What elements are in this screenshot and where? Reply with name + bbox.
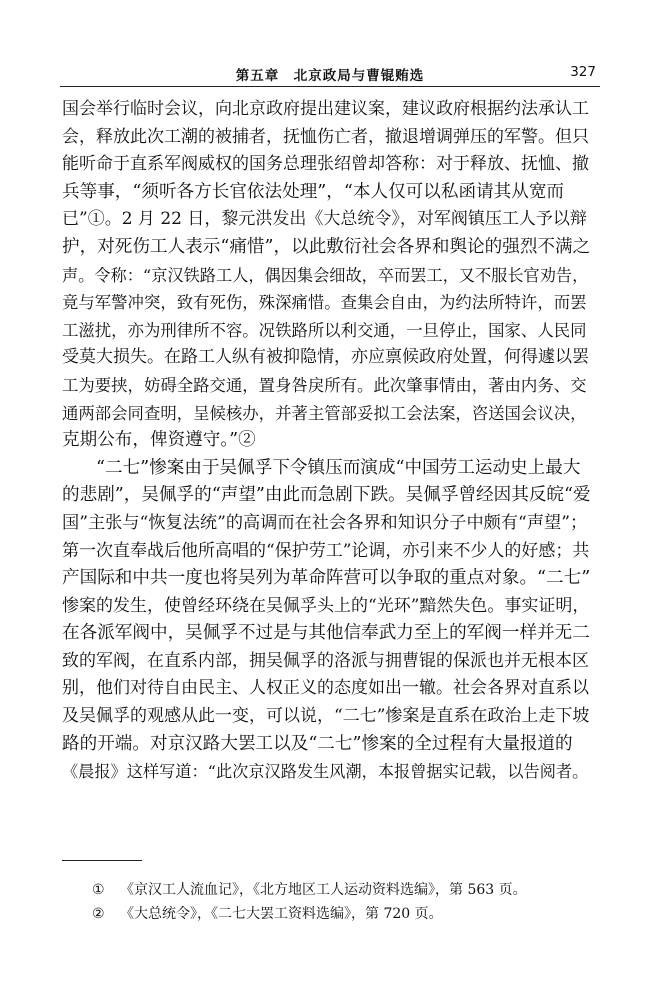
text-line: 的悲剧”，吴佩孚的“声望”由此而急剧下跌。吴佩孚曾经因其反皖“爱 <box>62 485 591 506</box>
text-line: 惨案的发生，使曾经环绕在吴佩孚头上的“光环”黯然失色。事实证明， <box>62 595 590 616</box>
text-line: 声。令称：“京汉铁路工人，偶因集会细故，卒而罢工，又不服长官劝告， <box>62 265 589 285</box>
text-line: 会，释放此次工潮的被捕者，抚恤伤亡者，撤退增调弹压的军警。但只 <box>62 126 589 147</box>
running-header <box>60 64 600 87</box>
text-line: 及吴佩孚的观感从此一变，可以说，“二七”惨案是直系在政治上走下坡 <box>62 706 590 727</box>
text-line: 在各派军阀中，吴佩孚不过是与其他信奉武力至上的军阀一样并无二 <box>62 623 590 644</box>
footnote-mark: ① <box>92 882 105 898</box>
footnote-mark: ② <box>92 906 105 922</box>
text-line: 国会举行临时会议，向北京政府提出建议案，建议政府根据约法承认工 <box>62 99 589 119</box>
footnote-divider <box>62 860 142 861</box>
text-line: 竟与军警冲突，致有死伤，殊深痛惜。查集会自由，为约法所特许，而罢 <box>62 293 587 313</box>
text-line: 兵等事，“须听各方长官依法处理”，“本人仅可以私函请其从宽而 <box>62 181 565 202</box>
footnote <box>92 902 592 926</box>
text-line: 国”主张与“恢复法统”的高调而在社会各界和知识分子中颇有“声望”； <box>62 512 588 533</box>
page-number: 327 <box>570 64 596 80</box>
footnotes <box>92 878 592 926</box>
text-line: 《晨报》这样写道：“此次京汉路发生风潮，本报曾据实记载，以告阅者。 <box>62 762 589 782</box>
text-line: 第一次直奉战后他所高唱的“保护劳工”论调，亦引来不少人的好感；共 <box>62 540 590 561</box>
text-line: 别，他们对待自由民主、人权正义的态度如出一辙。社会各界对直系以 <box>62 678 589 699</box>
text-line: 通两部会同查明，呈候核办，并著主管部妥拟工会法案，咨送国会议决， <box>62 403 587 423</box>
text-line: 护，对死伤工人表示“痛惜”，以此敷衍社会各界和舆论的强烈不满之 <box>62 236 591 257</box>
text-line: 工为要挟，妨碍全路交通，置身咎戾所有。此次肇事情由，著由内务、交 <box>62 375 587 395</box>
footnote-text: 《大总统令》，《二七大罢工资料选编》，第 720 页。 <box>120 906 443 922</box>
footnote <box>92 878 592 902</box>
text-line: 受莫大损失。在路工人纵有被抑隐情，亦应禀候政府处置，何得遽以罢 <box>62 347 589 368</box>
footnote-text: 《京汉工人流血记》，《北方地区工人运动资料选编》，第 563 页。 <box>120 882 527 898</box>
text-line: “二七”惨案由于吴佩孚下令镇压而演成“中国劳工运动史上最大 <box>96 457 581 478</box>
text-line: 已”①。2 月 22 日，黎元洪发出《大总统令》，对军阀镇压工人予以辩 <box>62 209 587 230</box>
text-line: 致的军阀，在直系内部，拥吴佩孚的洛派与拥曹锟的保派也并无根本区 <box>62 650 589 671</box>
chapter-title: 第五章 北京政局与曹锟贿选 <box>235 68 425 84</box>
text-line: 克期公布，俾资遵守。”② <box>62 430 256 451</box>
body-text <box>62 96 592 786</box>
text-line: 能听命于直系军阀威权的国务总理张绍曾却答称：对于释放、抚恤、撤 <box>62 154 589 175</box>
text-line: 产国际和中共一度也将吴列为革命阵营可以争取的重点对象。“二七” <box>62 568 591 589</box>
text-line: 工滋扰，亦为刑律所不容。况铁路所以利交通，一旦停止，国家、人民同 <box>62 320 587 340</box>
text-line: 路的开端。对京汉路大罢工以及“二七”惨案的全过程有大量报道的 <box>62 733 573 754</box>
